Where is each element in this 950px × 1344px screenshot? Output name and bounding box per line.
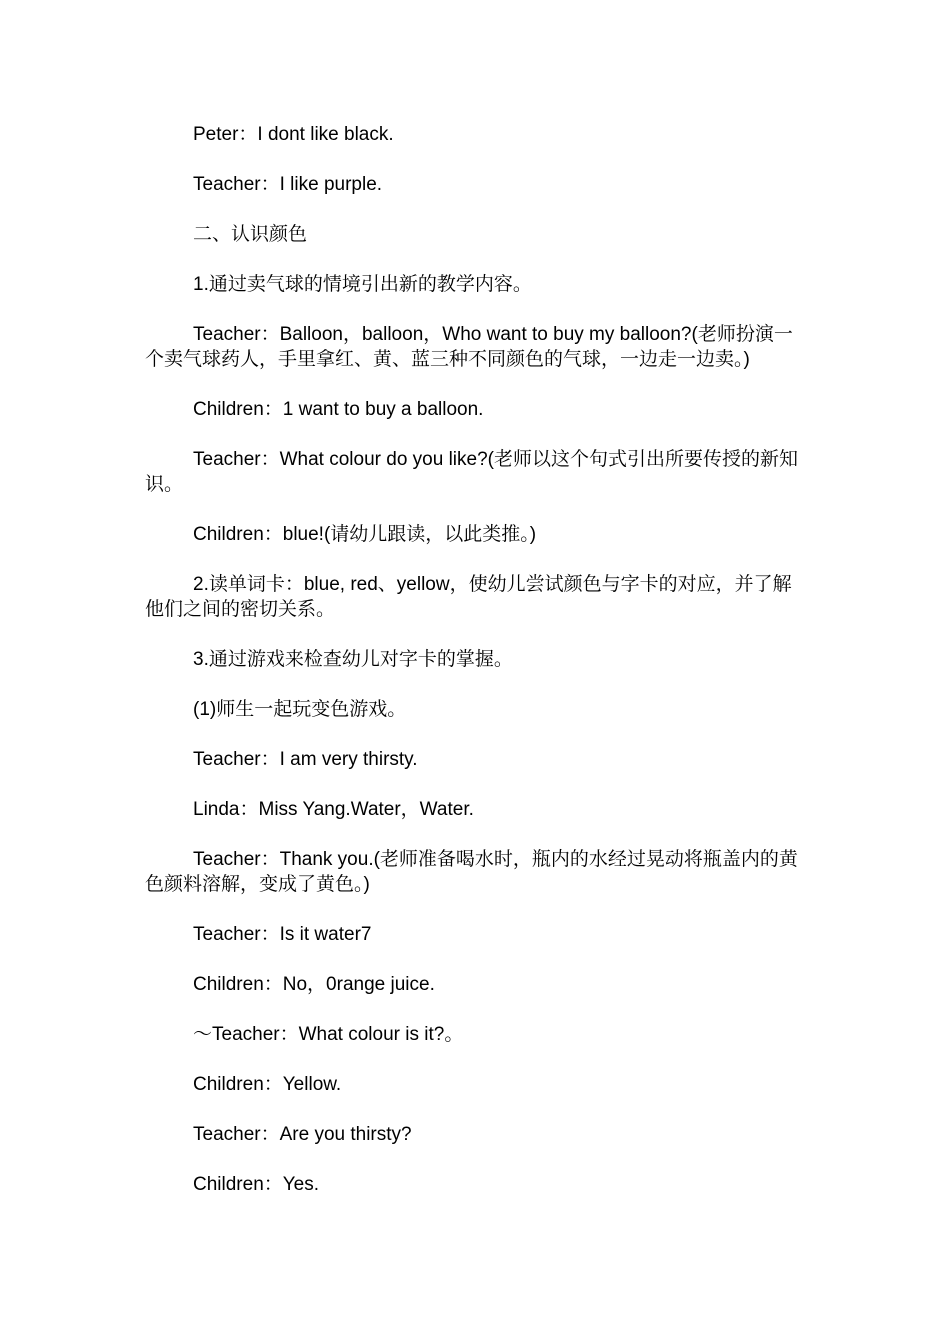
step-text: (1)师生一起玩变色游戏。 [193, 699, 407, 720]
dialogue-line: Children：No，0range juice. [193, 974, 435, 995]
dialogue-line: Peter：I dont like black. [193, 124, 394, 145]
dialogue-line: Children：blue!(请幼儿跟读，以此类推。) [193, 524, 537, 545]
step-text: 1.通过卖气球的情境引出新的教学内容。 [193, 274, 532, 295]
dialogue-line: Teacher：I like purple. [193, 174, 383, 195]
dialogue-line: Children：1 want to buy a balloon. [193, 399, 484, 420]
dialogue-line: Teacher：I am very thirsty. [193, 749, 418, 770]
dialogue-line: Children：Yes. [193, 1174, 320, 1195]
document-body [145, 122, 810, 1222]
step-text: 2.读单词卡：blue, red、yellow，使幼儿尝试颜色与字卡的对应，并了解他们之间的密切关系。 [145, 574, 792, 620]
dialogue-line: Teacher：What colour do you like?(老师以这个句式引出所要传授的新知识。 [145, 449, 798, 495]
step-text: 3.通过游戏来检查幼儿对字卡的掌握。 [193, 649, 513, 670]
dialogue-line: Teacher：Is it water7 [193, 924, 372, 945]
dialogue-line: Teacher：Thank you.(老师准备喝水时，瓶内的水经过晃动将瓶盖内的黄色颜料溶解，变成了黄色。) [145, 849, 798, 895]
dialogue-line: Children：Yellow. [193, 1074, 342, 1095]
section-heading: 二、认识颜色 [193, 224, 308, 245]
dialogue-line: ～Teacher：What colour is it?。 [193, 1024, 464, 1045]
dialogue-line: Teacher：Are you thirsty? [193, 1124, 412, 1145]
dialogue-line: Linda：Miss Yang.Water，Water. [193, 799, 474, 820]
dialogue-line: Teacher：Balloon，balloon，Who want to buy my balloon?(老师扮演一个卖气球药人，手里拿红、黄、蓝三种不同颜色的气球，一边走一边卖。) [145, 324, 793, 370]
